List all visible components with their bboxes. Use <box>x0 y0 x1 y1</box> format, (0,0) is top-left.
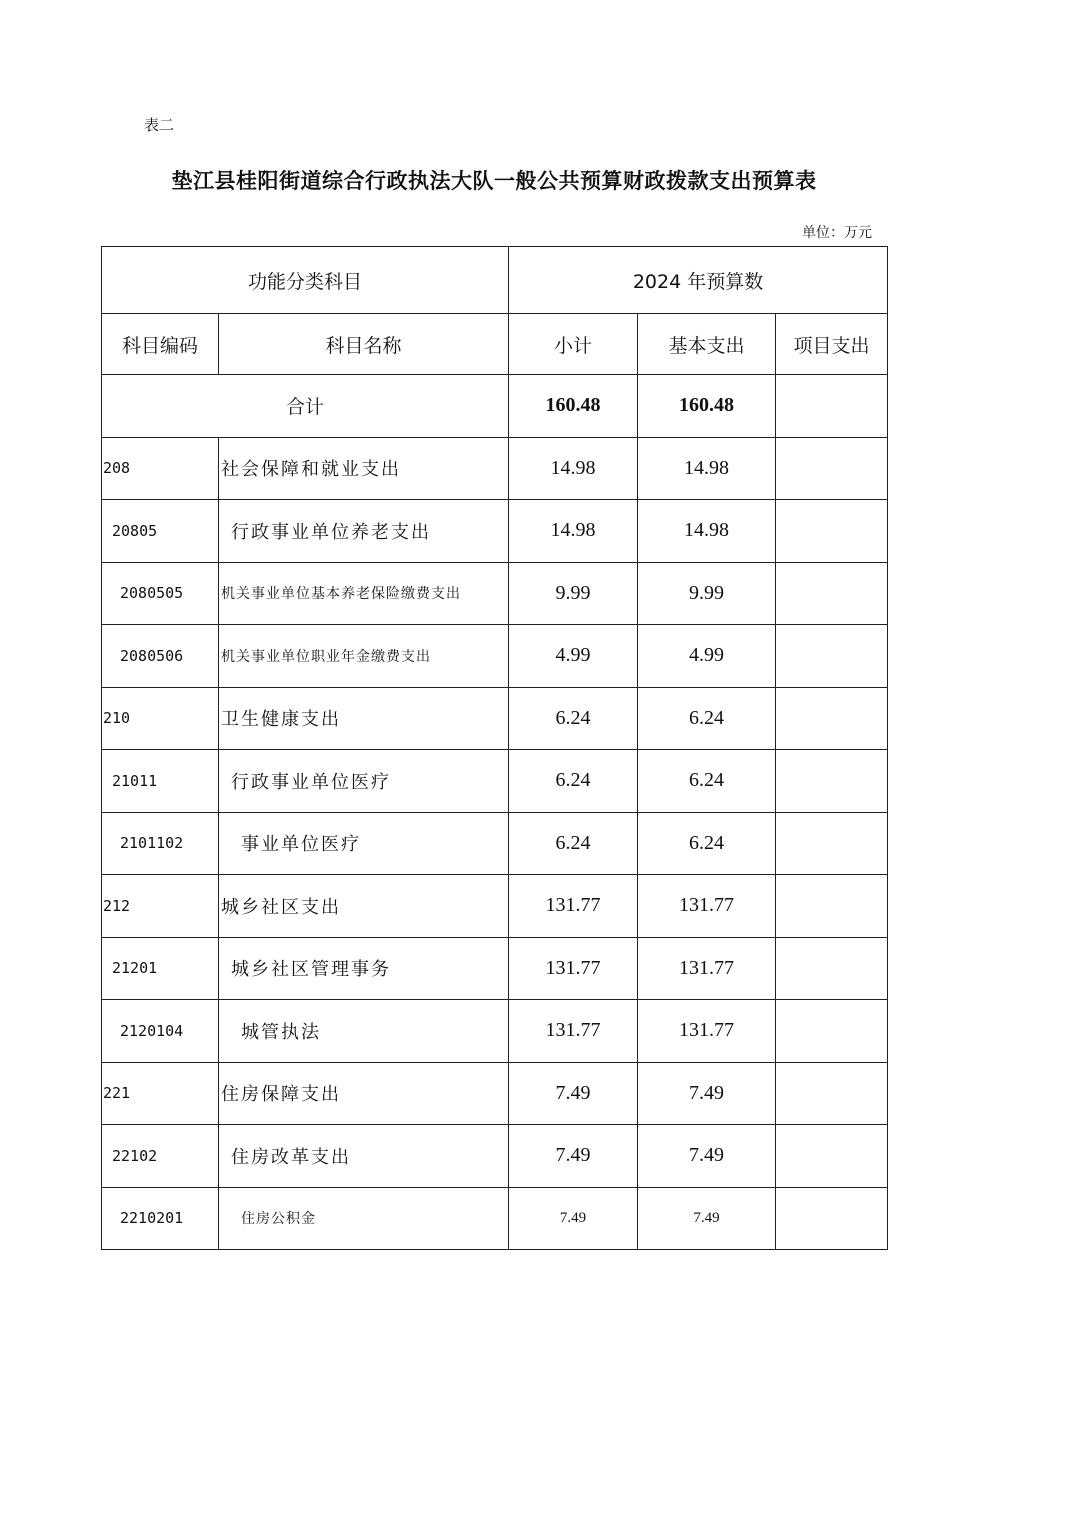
row-subtotal: 9.99 <box>509 562 638 625</box>
row-name: 机关事业单位职业年金缴费支出 <box>219 625 509 688</box>
header-code: 科目编码 <box>102 314 219 375</box>
row-code: 2101102 <box>102 812 219 875</box>
row-name: 住房保障支出 <box>219 1062 509 1125</box>
header-budget-2024: 2024 年预算数 <box>509 247 888 314</box>
row-name: 城乡社区管理事务 <box>219 937 509 1000</box>
table-row <box>102 1125 888 1188</box>
row-basic: 14.98 <box>638 437 776 500</box>
row-name: 住房公积金 <box>219 1187 509 1250</box>
row-name: 住房改革支出 <box>219 1125 509 1188</box>
header-row-columns <box>102 314 888 375</box>
row-name: 城乡社区支出 <box>219 875 509 938</box>
row-project <box>776 1000 888 1063</box>
table-row <box>102 1062 888 1125</box>
row-code: 2210201 <box>102 1187 219 1250</box>
total-subtotal: 160.48 <box>509 375 638 438</box>
row-project <box>776 562 888 625</box>
header-functional-classification: 功能分类科目 <box>102 247 509 314</box>
table-label: 表二 <box>144 116 175 134</box>
row-basic: 6.24 <box>638 750 776 813</box>
row-project <box>776 750 888 813</box>
header-basic: 基本支出 <box>638 314 776 375</box>
row-basic: 14.98 <box>638 500 776 563</box>
total-label: 合计 <box>102 375 509 438</box>
row-code: 21201 <box>102 937 219 1000</box>
row-code: 22102 <box>102 1125 219 1188</box>
row-subtotal: 6.24 <box>509 687 638 750</box>
row-name: 行政事业单位医疗 <box>219 750 509 813</box>
row-project <box>776 500 888 563</box>
page-title: 垫江县桂阳街道综合行政执法大队一般公共预算财政拨款支出预算表 <box>171 168 817 193</box>
row-subtotal: 7.49 <box>509 1187 638 1250</box>
table-row <box>102 1000 888 1063</box>
row-subtotal: 6.24 <box>509 750 638 813</box>
table-row <box>102 937 888 1000</box>
row-code: 221 <box>102 1062 219 1125</box>
row-name: 城管执法 <box>219 1000 509 1063</box>
row-subtotal: 131.77 <box>509 875 638 938</box>
table-row <box>102 500 888 563</box>
total-basic: 160.48 <box>638 375 776 438</box>
row-name: 事业单位医疗 <box>219 812 509 875</box>
total-project <box>776 375 888 438</box>
row-project <box>776 437 888 500</box>
row-code: 21011 <box>102 750 219 813</box>
table-row <box>102 875 888 938</box>
table-row <box>102 812 888 875</box>
row-basic: 6.24 <box>638 812 776 875</box>
table-row <box>102 1187 888 1250</box>
row-basic: 131.77 <box>638 937 776 1000</box>
row-code: 210 <box>102 687 219 750</box>
row-code: 2080506 <box>102 625 219 688</box>
header-name: 科目名称 <box>219 314 509 375</box>
row-basic: 7.49 <box>638 1187 776 1250</box>
row-code: 212 <box>102 875 219 938</box>
row-basic: 131.77 <box>638 1000 776 1063</box>
unit-label: 单位：万元 <box>802 225 872 241</box>
row-project <box>776 812 888 875</box>
row-subtotal: 131.77 <box>509 1000 638 1063</box>
row-project <box>776 937 888 1000</box>
row-project <box>776 687 888 750</box>
row-basic: 9.99 <box>638 562 776 625</box>
row-basic: 131.77 <box>638 875 776 938</box>
row-project <box>776 875 888 938</box>
row-project <box>776 1062 888 1125</box>
table-row <box>102 562 888 625</box>
row-name: 社会保障和就业支出 <box>219 437 509 500</box>
table-row <box>102 437 888 500</box>
table-row <box>102 625 888 688</box>
row-basic: 7.49 <box>638 1125 776 1188</box>
row-code: 20805 <box>102 500 219 563</box>
row-name: 行政事业单位养老支出 <box>219 500 509 563</box>
table-row <box>102 750 888 813</box>
row-code: 208 <box>102 437 219 500</box>
total-row <box>102 375 888 438</box>
row-basic: 6.24 <box>638 687 776 750</box>
row-project <box>776 1125 888 1188</box>
row-subtotal: 7.49 <box>509 1125 638 1188</box>
row-subtotal: 6.24 <box>509 812 638 875</box>
table-row <box>102 687 888 750</box>
row-project <box>776 625 888 688</box>
row-basic: 7.49 <box>638 1062 776 1125</box>
budget-table <box>101 246 888 1250</box>
row-basic: 4.99 <box>638 625 776 688</box>
row-subtotal: 14.98 <box>509 437 638 500</box>
row-subtotal: 7.49 <box>509 1062 638 1125</box>
row-name: 机关事业单位基本养老保险缴费支出 <box>219 562 509 625</box>
row-subtotal: 131.77 <box>509 937 638 1000</box>
row-name: 卫生健康支出 <box>219 687 509 750</box>
header-project: 项目支出 <box>776 314 888 375</box>
header-subtotal: 小计 <box>509 314 638 375</box>
row-subtotal: 14.98 <box>509 500 638 563</box>
row-project <box>776 1187 888 1250</box>
row-code: 2080505 <box>102 562 219 625</box>
header-row-group <box>102 247 888 314</box>
row-subtotal: 4.99 <box>509 625 638 688</box>
row-code: 2120104 <box>102 1000 219 1063</box>
